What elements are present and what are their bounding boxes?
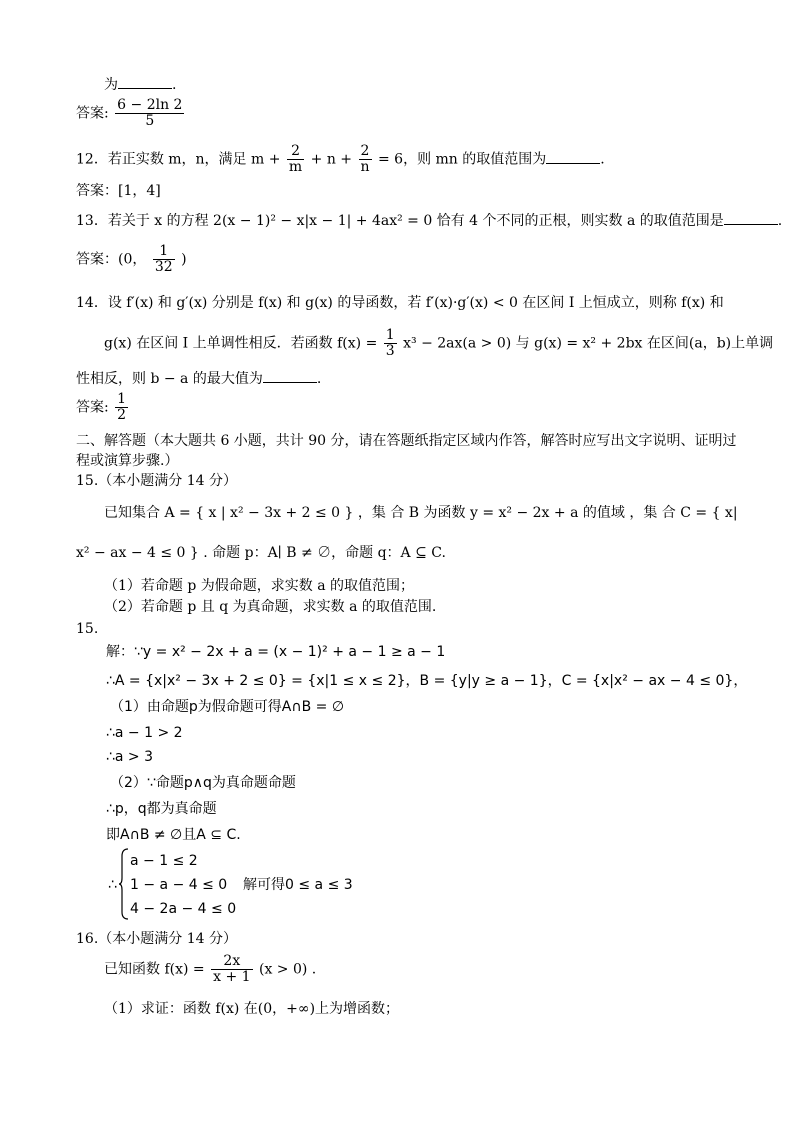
inequality-2: 1 − a − 4 ≤ 0 [130, 877, 228, 893]
section-heading-cont: 程或演算步骤.） [76, 453, 179, 469]
question-14-line2: g(x) 在区间 I 上单调性相反．若函数 f(x) = $\frac{1}{3}$ x³ − 2ax(a > 0) 与 g(x) = x² + 2bx 在区间(a，b)上单调 [104, 327, 774, 359]
question-13: 13．若关于 x 的方程 2(x − 1)² − x|x − 1| + 4ax² = 0 恰有 4 个不同的正根，则实数 a 的取值范围是 . [76, 213, 783, 229]
q14-answer: 答案: $\frac{1}{2}$ [76, 391, 127, 423]
answer-blank [263, 370, 317, 383]
solution-line: 即A∩B ≠ ∅且A ⊆ C. [106, 827, 241, 843]
q12-answer: 答案：[1，4] [76, 183, 161, 199]
fraction: $\frac{2x}{x + 1}$ [213, 953, 251, 985]
solution-line: （1）由命题p为假命题可得A∩B = ∅ [110, 699, 345, 715]
question-12: 12．若正实数 m，n，满足 m + $\frac{2}{m}$ + n + $\frac{2}{n}$ = 6，则 mn 的取值范围为 . [76, 143, 605, 175]
question-15-line2: x² − ax − 4 ≤ 0 } . 命题 p：A∣ B ≠ ∅，命题 q：A ⊆ C. [76, 545, 446, 561]
question-14-line3: 性相反，则 b − a 的最大值为 . [76, 371, 322, 387]
solution-15-head: 15. [76, 621, 99, 637]
question-15-part2: （2）若命题 p 且 q 为真命题，求实数 a 的取值范围. [104, 599, 437, 615]
q11-line-end: 为 . [104, 77, 177, 93]
fraction: $\frac{1}{32}$ [154, 243, 173, 275]
question-15-line1: 已知集合 A = { x | x² − 3x + 2 ≤ 0 } ，集 合 B 为函数 y = x² − 2x + a 的值域 ，集 合 C = { x| [104, 505, 738, 521]
therefore-symbol: ∴ [108, 877, 117, 893]
answer-blank [118, 76, 172, 89]
inequality-3: 4 − 2a − 4 ≤ 0 [130, 901, 237, 917]
inequality-1: a − 1 ≤ 2 [130, 853, 198, 869]
question-15-part1: （1）若命题 p 为假命题，求实数 a 的取值范围； [104, 578, 415, 594]
solution-line: ∴a > 3 [106, 749, 154, 765]
left-brace [118, 848, 130, 920]
solution-line: ∴A = {x|x² − 3x + 2 ≤ 0} = {x|1 ≤ x ≤ 2}，B = {y|y ≥ a − 1}，C = {x|x² − ax − 4 ≤ 0}， [106, 673, 748, 689]
solution-line: 解：∵y = x² − 2x + a = (x − 1)² + a − 1 ≥ a − 1 [106, 644, 446, 660]
question-16-function: 已知函数 f(x) = $\frac{2x}{x + 1}$ (x > 0) . [104, 953, 317, 985]
solution-line: ∴a − 1 > 2 [106, 725, 183, 741]
solution-result: 解可得0 ≤ a ≤ 3 [243, 877, 353, 893]
q13-answer: 答案：(0， $\frac{1}{32}$ ) [76, 243, 187, 275]
solution-line: ∴p，q都为真命题 [106, 801, 217, 817]
solution-line: （2）∵命题p∧q为真命题命题 [110, 775, 296, 791]
fraction: $\frac{6 - 2\ln 2}{5}$ [117, 97, 183, 129]
answer-blank [724, 212, 778, 225]
question-15-head: 15.（本小题满分 14 分） [76, 473, 237, 489]
fraction: $\frac{1}{2}$ [117, 391, 127, 423]
answer-blank [546, 151, 600, 164]
question-16-part1: （1）求证：函数 f(x) 在(0，+∞)上为增函数； [104, 1001, 400, 1017]
fraction: $\frac{2}{n}$ [360, 143, 370, 175]
q11-answer: 答案: $\frac{6 - 2\ln 2}{5}$ [76, 97, 183, 129]
section-heading: 二、解答题（本大题共 6 小题，共计 90 分，请在答题纸指定区域内作答，解答时应写出文字说明、证明过 [76, 433, 737, 449]
fraction: $\frac{1}{3}$ [385, 327, 395, 359]
fraction: $\frac{2}{m}$ [288, 143, 303, 175]
question-16-head: 16.（本小题满分 14 分） [76, 931, 237, 947]
question-14-line1: 14．设 f′(x) 和 g′(x) 分别是 f(x) 和 g(x) 的导函数，若 f′(x)·g′(x) < 0 在区间 I 上恒成立，则称 f(x) 和 [76, 295, 724, 311]
